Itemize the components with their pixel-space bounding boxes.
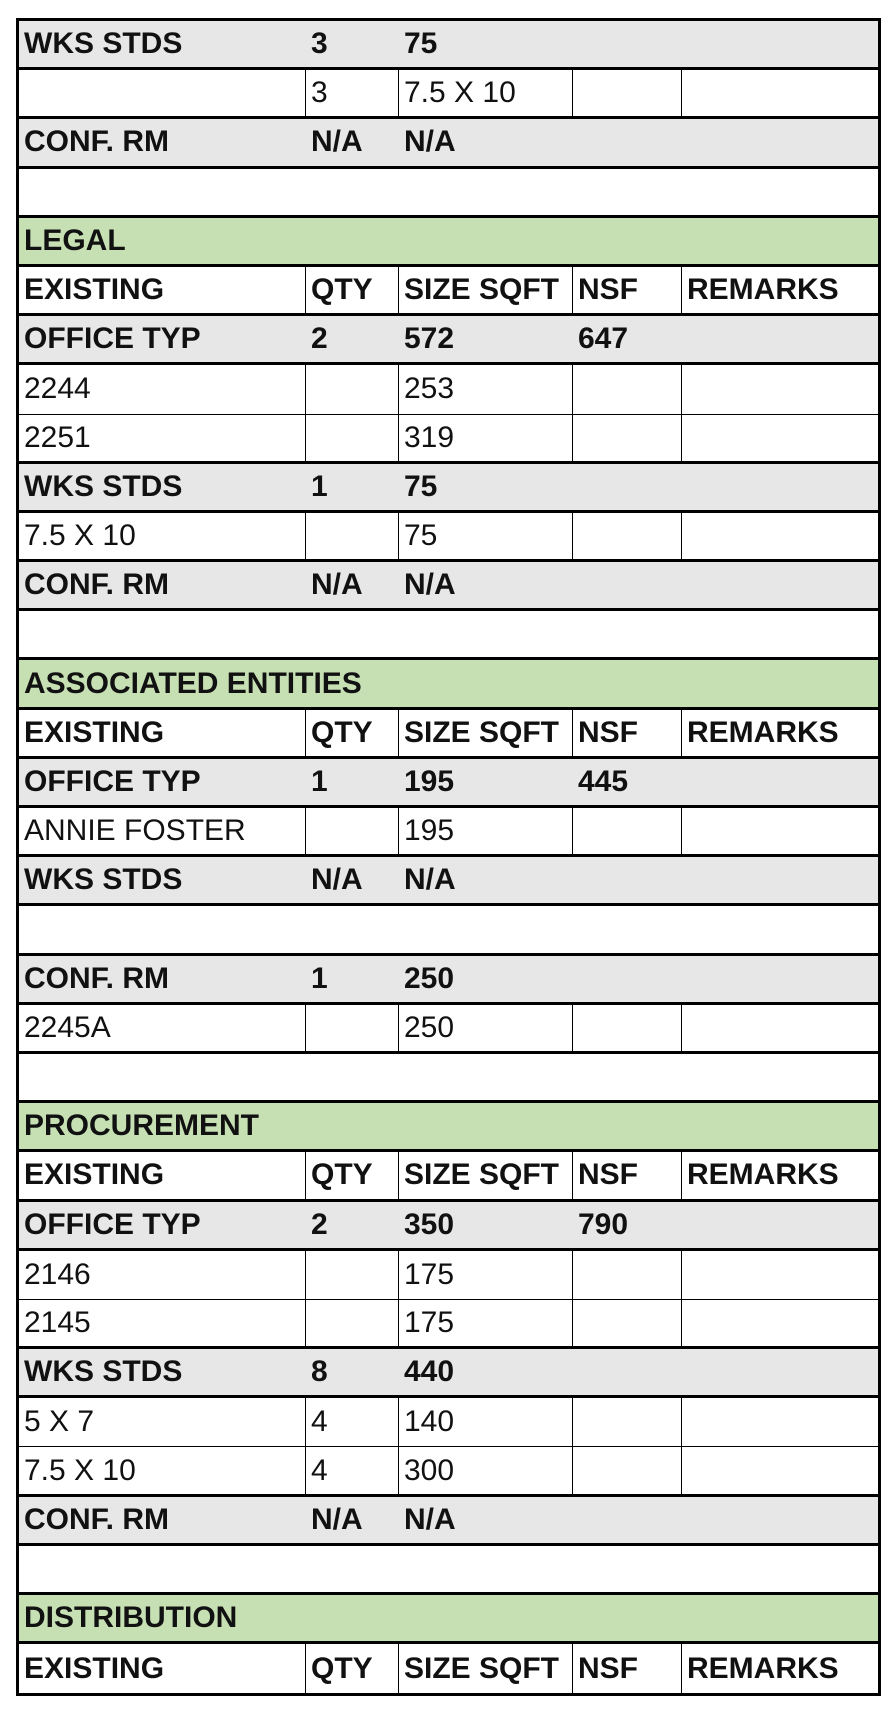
cell-size-sqft: 75	[404, 27, 438, 61]
blank-cell	[19, 611, 878, 657]
cell-existing: CONF. RM	[24, 568, 169, 602]
cell-existing: EXISTING	[19, 1152, 306, 1198]
cell-nsf	[573, 1005, 682, 1051]
cell-existing: EXISTING	[19, 267, 306, 313]
cell-remarks	[682, 119, 878, 165]
section-row	[19, 660, 878, 709]
cell-qty: 1	[311, 961, 328, 995]
cell-nsf	[573, 956, 682, 1002]
summary-row	[19, 21, 878, 70]
cell-nsf	[573, 562, 682, 608]
cell-nsf: 647	[578, 322, 629, 356]
summary-row	[19, 316, 878, 365]
cell-remarks	[682, 316, 878, 362]
cell-remarks	[682, 857, 878, 903]
detail-row	[19, 70, 878, 119]
cell-nsf: NSF	[573, 1152, 682, 1198]
cell-remarks: REMARKS	[687, 1158, 839, 1192]
cell-qty	[306, 1300, 399, 1346]
column-header-row	[19, 1152, 878, 1201]
summary-row	[19, 1497, 878, 1546]
cell-existing	[19, 70, 306, 116]
cell-existing: WKS STDS	[24, 27, 183, 61]
blank-row	[19, 1546, 878, 1595]
cell-nsf	[573, 70, 682, 116]
cell-remarks	[682, 956, 878, 1002]
cell-nsf: 445	[578, 764, 629, 798]
blank-cell	[19, 169, 878, 215]
cell-existing: 2245A	[19, 1005, 306, 1051]
blank-row	[19, 611, 878, 660]
blank-row	[19, 1054, 878, 1103]
cell-nsf	[573, 857, 682, 903]
section-row	[19, 1103, 878, 1152]
cell-existing: EXISTING	[19, 1644, 306, 1693]
summary-row	[19, 1202, 878, 1251]
cell-size-sqft: 300	[399, 1447, 573, 1493]
cell-qty: 4	[306, 1398, 399, 1446]
cell-remarks	[682, 1398, 878, 1446]
column-header-row	[19, 1644, 878, 1693]
blank-cell	[19, 1546, 878, 1592]
summary-row	[19, 119, 878, 168]
summary-row	[19, 562, 878, 611]
cell-qty: QTY	[306, 1152, 399, 1198]
cell-remarks	[682, 365, 878, 413]
cell-existing: CONF. RM	[24, 961, 169, 995]
cell-nsf	[573, 513, 682, 559]
cell-nsf	[573, 1398, 682, 1446]
cell-size-sqft: 140	[399, 1398, 573, 1446]
cell-size-sqft: 195	[404, 764, 455, 798]
cell-qty: 8	[311, 1355, 328, 1389]
cell-size-sqft: 75	[404, 469, 438, 503]
cell-remarks: REMARKS	[687, 273, 839, 307]
blank-cell	[19, 1054, 878, 1100]
cell-size-sqft: SIZE SQFT	[399, 267, 573, 313]
section-row	[19, 1595, 878, 1644]
summary-row	[19, 464, 878, 513]
cell-size-sqft: 319	[399, 415, 573, 461]
cell-size-sqft: 195	[399, 808, 573, 854]
cell-size-sqft: 250	[399, 1005, 573, 1051]
cell-size-sqft: 175	[399, 1300, 573, 1346]
cell-remarks	[682, 70, 878, 116]
section-title: LEGAL	[24, 223, 126, 257]
cell-qty	[306, 513, 399, 559]
cell-size-sqft: N/A	[404, 125, 456, 159]
blank-row	[19, 906, 878, 955]
cell-nsf	[573, 464, 682, 510]
cell-remarks	[682, 1202, 878, 1248]
cell-size-sqft: 175	[399, 1251, 573, 1299]
cell-remarks	[682, 1447, 878, 1493]
cell-qty: 3	[306, 70, 399, 116]
cell-existing: WKS STDS	[24, 863, 183, 897]
cell-size-sqft: N/A	[404, 568, 456, 602]
cell-existing: WKS STDS	[24, 469, 183, 503]
cell-size-sqft: SIZE SQFT	[399, 1152, 573, 1198]
cell-qty: QTY	[306, 1644, 399, 1693]
cell-qty: QTY	[306, 710, 399, 756]
cell-qty: N/A	[311, 863, 363, 897]
cell-nsf	[573, 415, 682, 461]
section-title: PROCUREMENT	[24, 1109, 260, 1143]
cell-remarks	[682, 464, 878, 510]
cell-existing: WKS STDS	[24, 1355, 183, 1389]
summary-row	[19, 956, 878, 1005]
cell-remarks	[682, 1251, 878, 1299]
cell-nsf	[573, 1251, 682, 1299]
cell-remarks	[682, 759, 878, 805]
cell-qty	[306, 808, 399, 854]
cell-remarks	[682, 1005, 878, 1051]
cell-qty	[306, 1005, 399, 1051]
cell-nsf	[573, 1349, 682, 1395]
cell-remarks	[682, 1349, 878, 1395]
space-requirements-sheet	[16, 18, 881, 1696]
detail-row	[19, 1398, 878, 1447]
cell-existing: 7.5 X 10	[19, 513, 306, 559]
blank-cell	[19, 906, 878, 952]
summary-row	[19, 1349, 878, 1398]
cell-existing: 2244	[19, 365, 306, 413]
cell-existing: CONF. RM	[24, 1502, 169, 1536]
cell-qty: 1	[311, 469, 328, 503]
cell-nsf	[573, 808, 682, 854]
cell-size-sqft: 7.5 X 10	[399, 70, 573, 116]
cell-qty: N/A	[311, 125, 363, 159]
detail-row	[19, 365, 878, 414]
cell-qty	[306, 415, 399, 461]
detail-row	[19, 1447, 878, 1496]
cell-nsf	[573, 119, 682, 165]
cell-qty: 1	[311, 764, 328, 798]
detail-row	[19, 1251, 878, 1300]
cell-size-sqft: 572	[404, 322, 455, 356]
cell-existing: 2146	[19, 1251, 306, 1299]
cell-nsf: NSF	[573, 267, 682, 313]
cell-nsf	[573, 1497, 682, 1543]
cell-existing: CONF. RM	[24, 125, 169, 159]
cell-remarks	[682, 1300, 878, 1346]
cell-qty: 2	[311, 322, 328, 356]
cell-existing: 2251	[19, 415, 306, 461]
column-header-row	[19, 267, 878, 316]
detail-row	[19, 808, 878, 857]
section-title: ASSOCIATED ENTITIES	[24, 666, 362, 700]
cell-nsf	[573, 21, 682, 67]
cell-size-sqft: 75	[399, 513, 573, 559]
cell-size-sqft: SIZE SQFT	[399, 710, 573, 756]
cell-remarks	[682, 415, 878, 461]
detail-row	[19, 415, 878, 464]
summary-row	[19, 759, 878, 808]
column-header-row	[19, 710, 878, 759]
cell-size-sqft: SIZE SQFT	[399, 1644, 573, 1693]
cell-existing: 7.5 X 10	[19, 1447, 306, 1493]
cell-qty: 2	[311, 1207, 328, 1241]
detail-row	[19, 1005, 878, 1054]
cell-remarks: REMARKS	[687, 715, 839, 749]
cell-size-sqft: 440	[404, 1355, 455, 1389]
cell-qty: QTY	[306, 267, 399, 313]
cell-size-sqft: 350	[404, 1207, 455, 1241]
cell-remarks: REMARKS	[687, 1651, 839, 1685]
cell-nsf	[573, 365, 682, 413]
cell-nsf: NSF	[573, 1644, 682, 1693]
cell-existing: ANNIE FOSTER	[19, 808, 306, 854]
cell-nsf: 790	[578, 1207, 629, 1241]
cell-qty	[306, 365, 399, 413]
cell-existing: 2145	[19, 1300, 306, 1346]
cell-qty: N/A	[311, 568, 363, 602]
cell-size-sqft: 250	[404, 961, 455, 995]
cell-nsf: NSF	[573, 710, 682, 756]
section-row	[19, 218, 878, 267]
cell-nsf	[573, 1447, 682, 1493]
cell-existing: OFFICE TYP	[24, 764, 201, 798]
cell-nsf	[573, 1300, 682, 1346]
cell-existing: 5 X 7	[19, 1398, 306, 1446]
cell-qty: N/A	[311, 1502, 363, 1536]
detail-row	[19, 513, 878, 562]
cell-remarks	[682, 562, 878, 608]
section-title: DISTRIBUTION	[24, 1601, 238, 1635]
summary-row	[19, 857, 878, 906]
cell-qty	[306, 1251, 399, 1299]
cell-existing: EXISTING	[19, 710, 306, 756]
cell-size-sqft: N/A	[404, 863, 456, 897]
cell-qty: 3	[311, 27, 328, 61]
cell-qty: 4	[306, 1447, 399, 1493]
detail-row	[19, 1300, 878, 1349]
cell-remarks	[682, 513, 878, 559]
cell-existing: OFFICE TYP	[24, 322, 201, 356]
cell-remarks	[682, 1497, 878, 1543]
cell-size-sqft: N/A	[404, 1502, 456, 1536]
cell-remarks	[682, 21, 878, 67]
cell-existing: OFFICE TYP	[24, 1207, 201, 1241]
cell-remarks	[682, 808, 878, 854]
cell-size-sqft: 253	[399, 365, 573, 413]
blank-row	[19, 169, 878, 218]
